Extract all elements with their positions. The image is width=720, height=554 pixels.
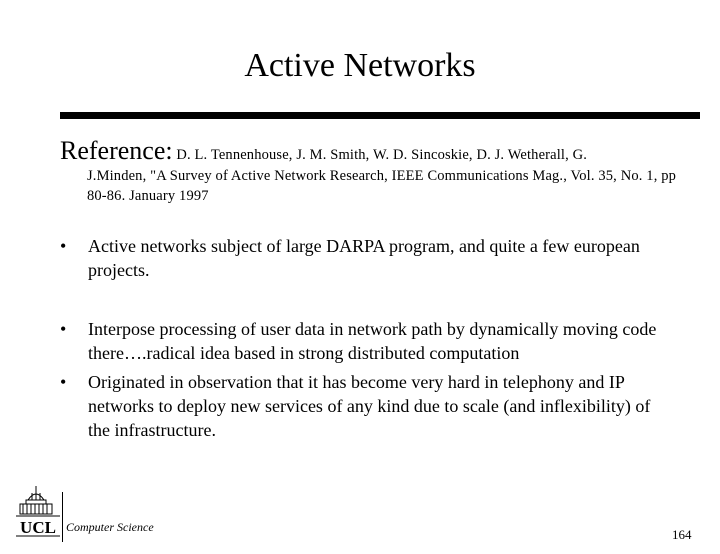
- department-label: Computer Science: [66, 520, 154, 534]
- ucl-logo-text: UCL: [20, 518, 56, 537]
- bullet-dot: •: [60, 372, 67, 392]
- slide-title: Active Networks: [244, 47, 476, 84]
- reference-label: Reference:: [60, 136, 173, 165]
- bullet-text: Interpose processing of user data in network path by dynamically moving code there….radical idea based in strong distributed computation: [88, 319, 657, 363]
- bullet-item: [60, 370, 670, 442]
- bullet-text: Originated in observation that it has become very hard in telephony and IP networks to deploy new services of any kind due to scale (and inflexibility) of the infrastructure.: [88, 372, 651, 440]
- reference-first-line: D. L. Tennenhouse, J. M. Smith, W. D. Sincoskie, D. J. Wetherall, G.: [176, 147, 588, 163]
- bullet-item: [60, 317, 670, 365]
- ucl-logo: [12, 484, 64, 540]
- bullet-list: [60, 234, 670, 442]
- bullet-text: Active networks subject of large DARPA program, and quite a few european projects.: [88, 236, 640, 280]
- title-divider: [60, 112, 700, 119]
- page-number: 164: [672, 527, 692, 542]
- footer-divider: [62, 492, 63, 542]
- bullet-dot: •: [60, 319, 67, 339]
- reference-block: [60, 134, 680, 206]
- bullet-item: [60, 234, 670, 282]
- bullet-dot: •: [60, 236, 67, 256]
- reference-citation: J.Minden, "A Survey of Active Network Research, IEEE Communications Mag., Vol. 35, No. 1, pp 80-86. January 1997: [87, 168, 677, 204]
